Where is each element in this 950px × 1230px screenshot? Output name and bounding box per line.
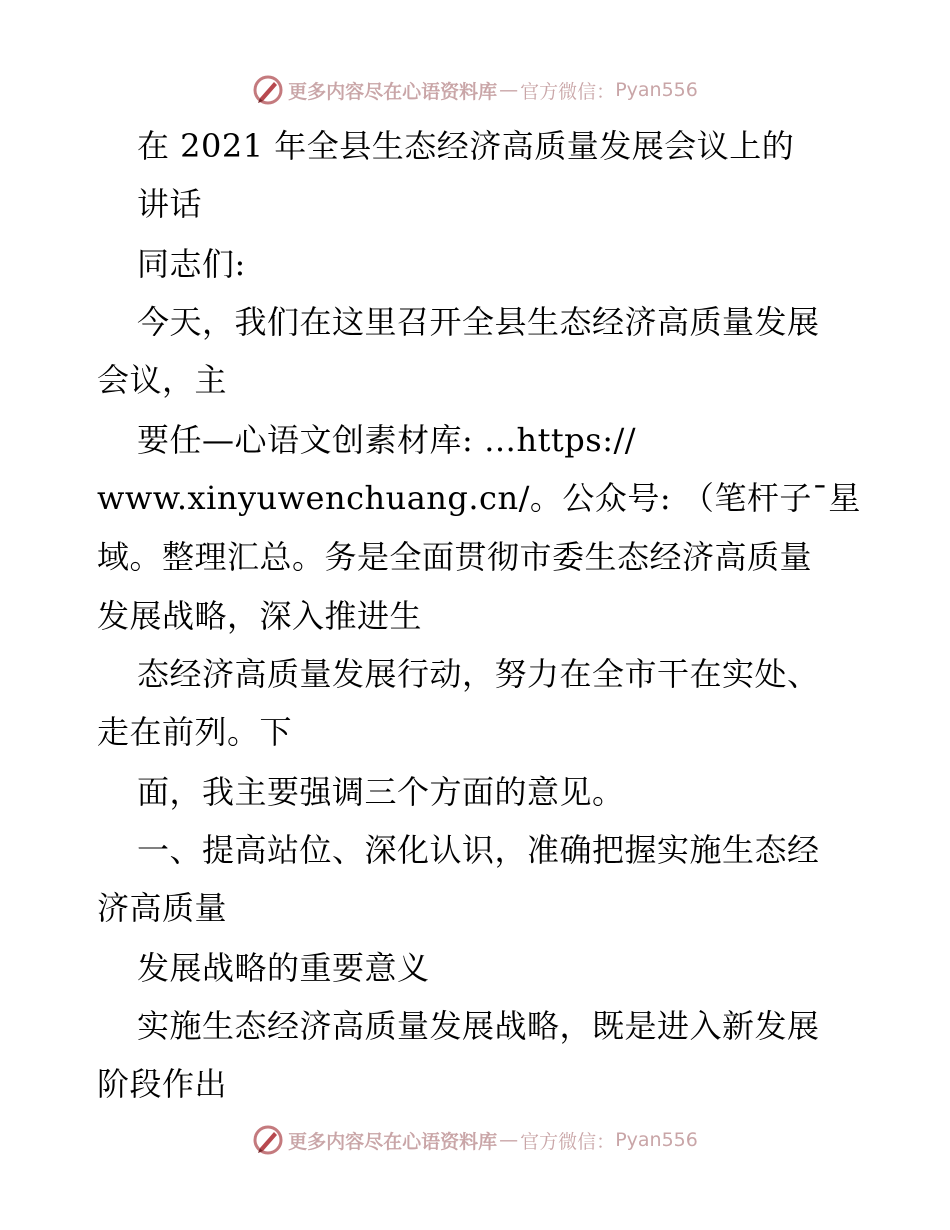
header-site-text: 更多内容尽在心语资料库: [288, 80, 498, 103]
title-line-2: 讲话: [137, 185, 203, 223]
header-wechat-label: 官方微信：: [520, 80, 616, 103]
paragraph-line: www.xinyuwenchuang.cn/。公众号: （笔杆子¯星: [97, 479, 861, 517]
paragraph-line: 走在前列。下: [97, 713, 293, 751]
paragraph-line: 实施生态经济高质量发展战略，既是进入新发展: [137, 1007, 820, 1045]
footer-dash: —: [499, 1129, 519, 1151]
title-line-1: 在 2021 年全县生态经济高质量发展会议上的: [137, 127, 795, 165]
pen-logo-icon: [252, 1124, 284, 1156]
paragraph-line: 今天，我们在这里召开全县生态经济高质量发展: [137, 303, 820, 341]
salutation: 同志们:: [137, 245, 246, 283]
section-heading-line: 济高质量: [97, 889, 228, 927]
section-heading-line: 一、提高站位、深化认识，准确把握实施生态经: [137, 831, 820, 869]
paragraph-line: 要任—心语文创素材库: …https://: [137, 421, 637, 459]
paragraph-line: 态经济高质量发展行动，努力在全市干在实处、: [137, 655, 820, 693]
footer-banner: [0, 1120, 950, 1160]
header-wechat-id: Pyan556: [615, 79, 698, 101]
footer-wechat-label: 官方微信：: [520, 1130, 616, 1153]
footer-site-text: 更多内容尽在心语资料库: [288, 1130, 498, 1153]
paragraph-line: 域。整理汇总。务是全面贯彻市委生态经济高质量: [97, 538, 813, 576]
header-dash: —: [499, 79, 519, 101]
pen-logo-icon: [252, 74, 284, 106]
header-banner: [0, 70, 950, 110]
paragraph-line: 面，我主要强调三个方面的意见。: [137, 773, 625, 811]
section-heading-line: 发展战略的重要意义: [137, 949, 430, 987]
footer-wechat-id: Pyan556: [615, 1129, 698, 1151]
paragraph-line: 发展战略，深入推进生: [97, 597, 423, 635]
paragraph-line: 阶段作出: [97, 1065, 228, 1103]
paragraph-line: 会议，主: [97, 361, 228, 399]
